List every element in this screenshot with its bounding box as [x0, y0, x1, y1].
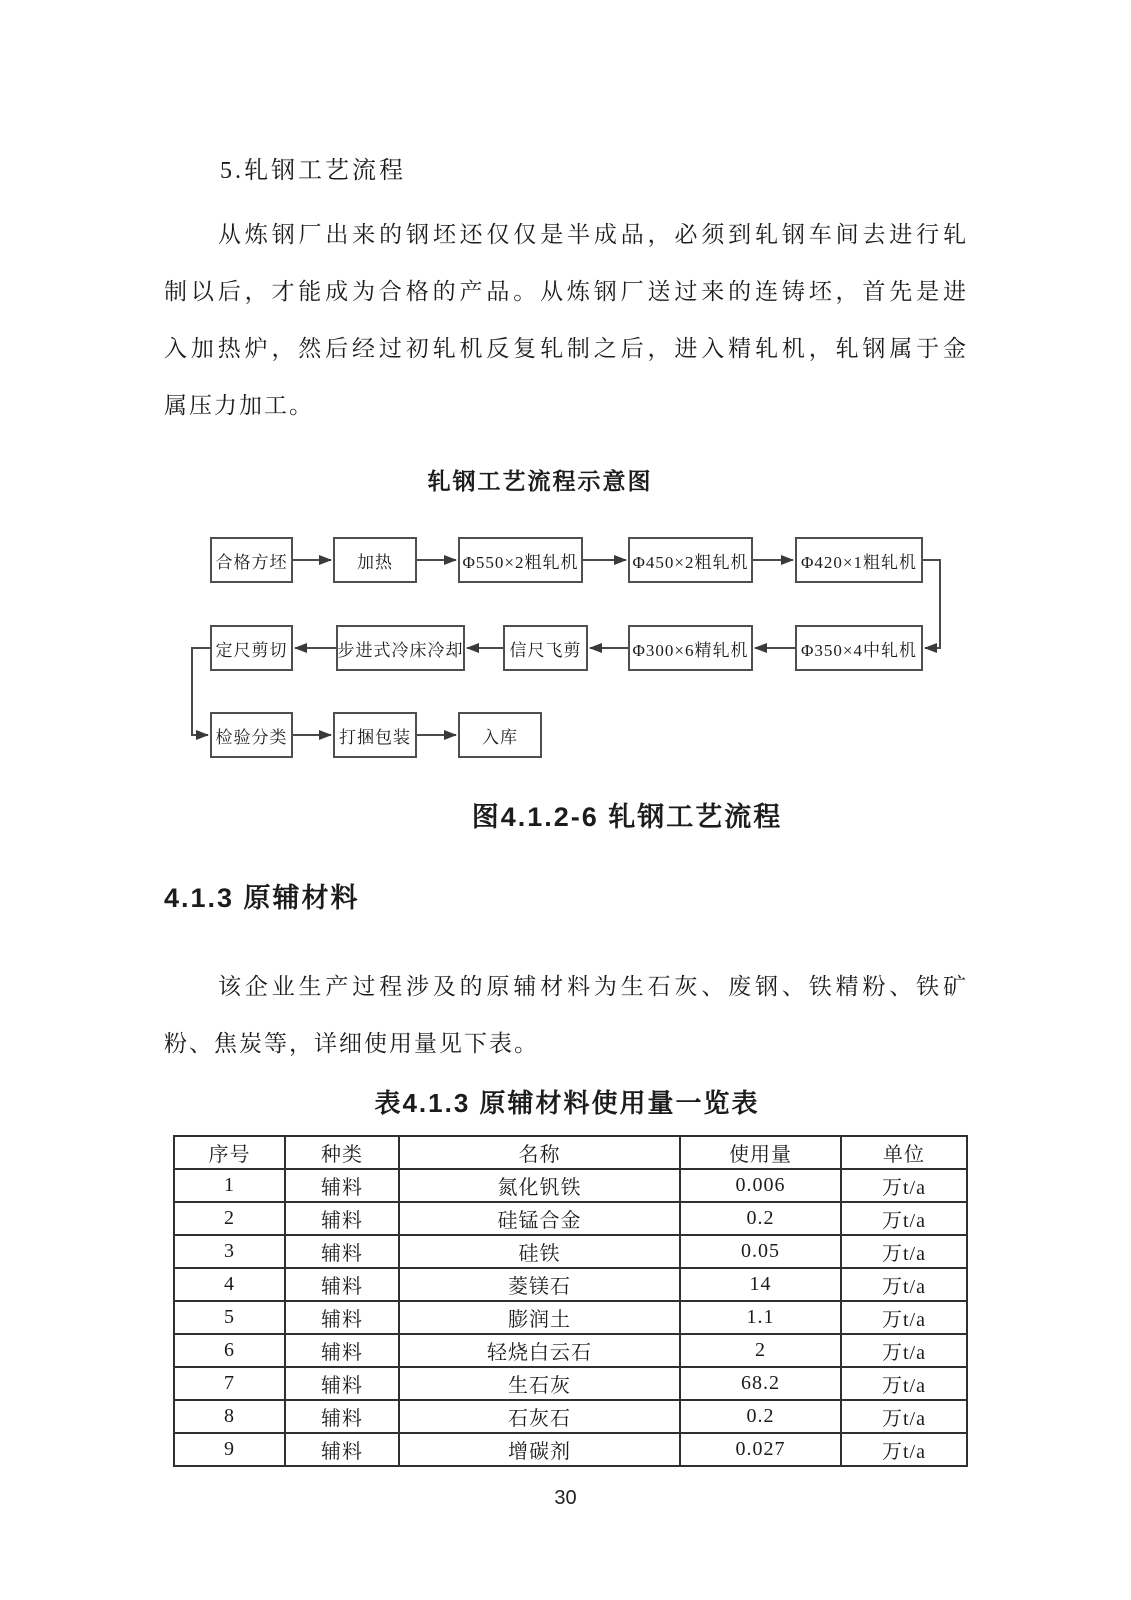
paragraph-line: 入加热炉，然后经过初轧机反复轧制之后，进入精轧机，轧钢属于金	[164, 336, 968, 361]
flowchart-box: 入库	[458, 712, 542, 758]
flowchart-title: 轧钢工艺流程示意图	[427, 468, 653, 494]
table-cell: 万t/a	[841, 1367, 967, 1400]
table-cell: 万t/a	[841, 1268, 967, 1301]
table-cell: 辅料	[285, 1367, 399, 1400]
flowchart	[185, 515, 955, 775]
table-row	[174, 1301, 967, 1334]
paragraph-line: 粉、焦炭等，详细使用量见下表。	[164, 1031, 539, 1056]
table-row	[174, 1367, 967, 1400]
table-cell: 万t/a	[841, 1301, 967, 1334]
table-header-cell: 序号	[174, 1136, 285, 1169]
paragraph-line: 制以后，才能成为合格的产品。从炼钢厂送过来的连铸坯，首先是进	[164, 279, 968, 304]
table-header-row	[174, 1136, 967, 1169]
table-cell: 生石灰	[399, 1367, 680, 1400]
table-cell: 万t/a	[841, 1169, 967, 1202]
table-header-cell: 名称	[399, 1136, 680, 1169]
page-number: 30	[554, 1487, 577, 1509]
table-cell: 6	[174, 1334, 285, 1367]
table-row	[174, 1433, 967, 1466]
table-cell: 1.1	[680, 1301, 841, 1334]
table-cell: 1	[174, 1169, 285, 1202]
table-cell: 硅铁	[399, 1235, 680, 1268]
materials-table	[173, 1135, 968, 1467]
table-header-cell: 单位	[841, 1136, 967, 1169]
table-cell: 万t/a	[841, 1334, 967, 1367]
table-cell: 8	[174, 1400, 285, 1433]
table-cell: 石灰石	[399, 1400, 680, 1433]
table-row	[174, 1235, 967, 1268]
table-cell: 轻烧白云石	[399, 1334, 680, 1367]
table-cell: 0.027	[680, 1433, 841, 1466]
table-cell: 4	[174, 1268, 285, 1301]
table-cell: 9	[174, 1433, 285, 1466]
table-row	[174, 1202, 967, 1235]
table-header-cell: 使用量	[680, 1136, 841, 1169]
table-cell: 万t/a	[841, 1433, 967, 1466]
paragraph-line: 从炼钢厂出来的钢坯还仅仅是半成品，必须到轧钢车间去进行轧	[218, 222, 968, 247]
flowchart-box: Φ450×2粗轧机	[628, 537, 753, 583]
table-cell: 0.05	[680, 1235, 841, 1268]
table-cell: 膨润土	[399, 1301, 680, 1334]
table-cell: 万t/a	[841, 1400, 967, 1433]
table-cell: 硅锰合金	[399, 1202, 680, 1235]
figure-caption: 图4.1.2-6 轧钢工艺流程	[471, 802, 783, 832]
table-cell: 辅料	[285, 1433, 399, 1466]
table-cell: 辅料	[285, 1400, 399, 1433]
table-cell: 5	[174, 1301, 285, 1334]
table-cell: 氮化钒铁	[399, 1169, 680, 1202]
table-row	[174, 1268, 967, 1301]
flowchart-box: 合格方坯	[210, 537, 293, 583]
table-cell: 辅料	[285, 1301, 399, 1334]
table-cell: 68.2	[680, 1367, 841, 1400]
table-cell: 菱镁石	[399, 1268, 680, 1301]
flowchart-box: 定尺剪切	[210, 625, 293, 671]
flowchart-box: 加热	[333, 537, 417, 583]
table-cell: 万t/a	[841, 1235, 967, 1268]
section-5-heading: 5.轧钢工艺流程	[220, 158, 406, 184]
table-row	[174, 1400, 967, 1433]
table-cell: 0.006	[680, 1169, 841, 1202]
table-cell: 7	[174, 1367, 285, 1400]
table-row	[174, 1169, 967, 1202]
flowchart-box: Φ550×2粗轧机	[458, 537, 583, 583]
table-cell: 0.2	[680, 1400, 841, 1433]
table-cell: 0.2	[680, 1202, 841, 1235]
materials-paragraph	[164, 958, 968, 1072]
table-cell: 14	[680, 1268, 841, 1301]
flowchart-box: 检验分类	[210, 712, 293, 758]
table-cell: 2	[174, 1202, 285, 1235]
flowchart-box: Φ420×1粗轧机	[795, 537, 923, 583]
section-413-heading: 4.1.3 原辅材料	[164, 883, 360, 913]
flowchart-box: Φ300×6精轧机	[628, 625, 753, 671]
table-cell: 辅料	[285, 1235, 399, 1268]
flowchart-box: 打捆包装	[333, 712, 417, 758]
table-cell: 辅料	[285, 1169, 399, 1202]
table-cell: 辅料	[285, 1202, 399, 1235]
table-caption: 表4.1.3 原辅材料使用量一览表	[374, 1088, 760, 1118]
table-cell: 辅料	[285, 1334, 399, 1367]
table-cell: 万t/a	[841, 1202, 967, 1235]
rolling-process-paragraph	[164, 206, 968, 434]
table-cell: 3	[174, 1235, 285, 1268]
table-header-cell: 种类	[285, 1136, 399, 1169]
flowchart-box: 步进式冷床冷却	[336, 625, 465, 671]
table-cell: 增碳剂	[399, 1433, 680, 1466]
flowchart-box: Φ350×4中轧机	[795, 625, 923, 671]
table-row	[174, 1334, 967, 1367]
flowchart-box: 信尺飞剪	[503, 625, 588, 671]
table-cell: 2	[680, 1334, 841, 1367]
table-cell: 辅料	[285, 1268, 399, 1301]
paragraph-line: 属压力加工。	[164, 393, 314, 418]
paragraph-line: 该企业生产过程涉及的原辅材料为生石灰、废钢、铁精粉、铁矿	[218, 974, 968, 999]
